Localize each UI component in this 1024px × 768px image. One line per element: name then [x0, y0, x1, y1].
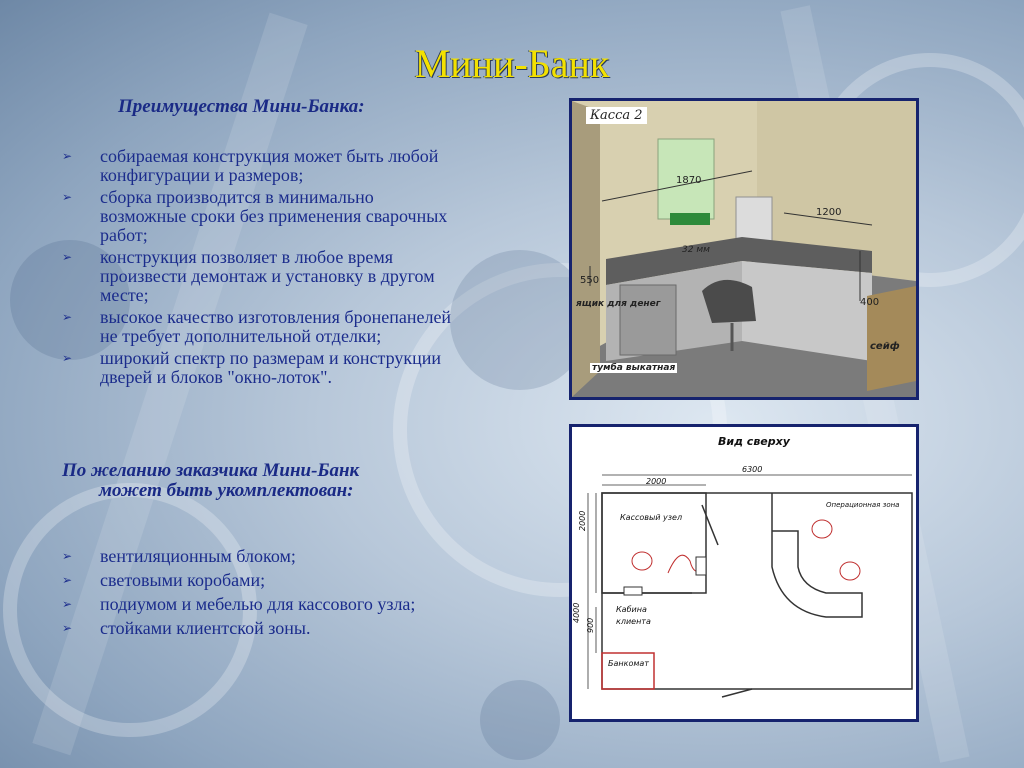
arrow-bullet-icon: ➢	[62, 149, 73, 163]
slide-title: Мини-Банк	[414, 41, 610, 86]
arrow-bullet-icon: ➢	[62, 351, 73, 365]
safe-label: сейф	[870, 341, 900, 352]
list-item: ➢ световыми коробами;	[62, 570, 266, 590]
arrow-bullet-icon: ➢	[62, 597, 73, 611]
list-item: ➢ сборка производится в минимально возможные сроки без применения сварочных работ;	[62, 187, 448, 245]
dimension-label: 1200	[816, 207, 842, 218]
list-item: ➢ собираемая конструкция может быть любой конфигурации и размеров;	[62, 146, 439, 185]
cash-node-label: Кассовый узел	[620, 513, 683, 522]
atm-label: Банкомат	[608, 659, 649, 668]
customization-heading	[62, 461, 492, 501]
list-item: ➢ широкий спектр по размерам и конструкции дверей и блоков "окно-лоток".	[62, 348, 442, 387]
arrow-bullet-icon: ➢	[62, 190, 73, 204]
photo-caption: Касса 2	[586, 107, 647, 124]
dimension-label: 2000	[578, 510, 587, 531]
dimension-label: 6300	[742, 465, 763, 474]
customization-line-1: По желанию заказчика Мини-Банк	[62, 460, 360, 481]
dimension-label: 400	[860, 297, 880, 308]
cash-box-label: ящик для денег	[576, 299, 661, 309]
arrow-bullet-icon: ➢	[62, 250, 73, 264]
plan-title: Вид сверху	[718, 435, 790, 448]
pedestal-label: тумба выкатная	[592, 363, 676, 373]
advantages-heading: Преимущества Мини-Банка:	[118, 96, 365, 117]
arrow-bullet-icon: ➢	[62, 549, 73, 563]
cash-desk-render	[569, 98, 919, 400]
cash-desk-illustration	[572, 101, 916, 397]
list-item: ➢ конструкция позволяет в любое время произвести демонтаж и установку в другом месте;	[62, 247, 435, 305]
list-item: ➢ стойками клиентской зоны.	[62, 618, 311, 638]
cabin-label: Кабина	[616, 605, 647, 614]
dimension-label: 900	[586, 617, 595, 633]
arrow-bullet-icon: ➢	[62, 573, 73, 587]
list-item: ➢ вентиляционным блоком;	[62, 546, 296, 566]
options-list	[62, 547, 502, 643]
list-item: ➢ высокое качество изготовления бронепанелей не требует дополнительной отделки;	[62, 307, 452, 346]
list-item: ➢ подиумом и мебелью для кассового узла;	[62, 594, 416, 614]
dimension-label: 32 мм	[682, 245, 710, 255]
dimension-label: 2000	[646, 477, 667, 486]
floor-plan	[569, 424, 919, 722]
dimension-label: 4000	[572, 602, 581, 623]
cabin-label-2: клиента	[616, 617, 651, 626]
operating-zone-label: Операционная зона	[826, 501, 900, 509]
arrow-bullet-icon: ➢	[62, 310, 73, 324]
dimension-label: 1870	[676, 175, 702, 186]
advantages-list	[62, 147, 462, 390]
customization-line-2: может быть укомплектован:	[99, 480, 354, 501]
dimension-label: 550	[580, 275, 600, 286]
arrow-bullet-icon: ➢	[62, 621, 73, 635]
